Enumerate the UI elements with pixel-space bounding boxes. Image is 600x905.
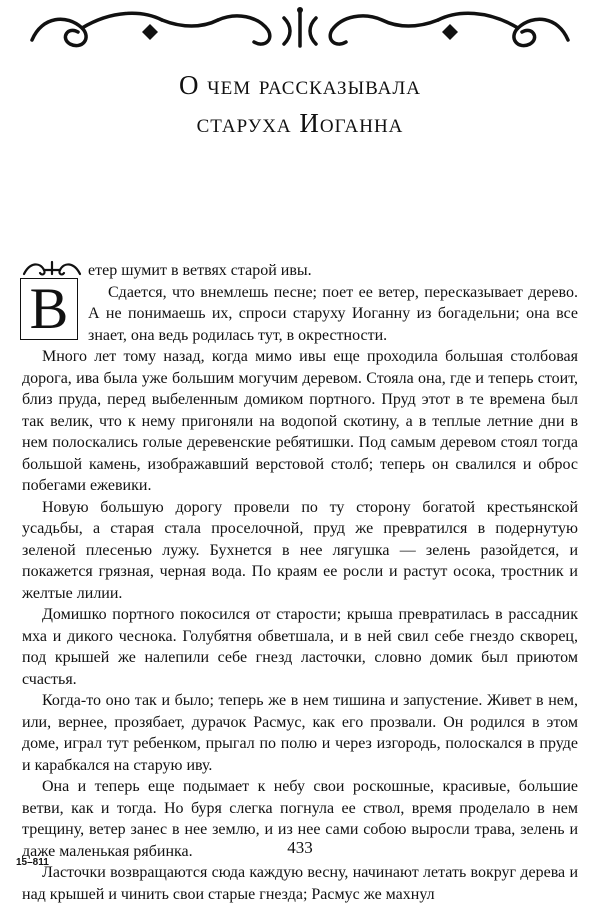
header-ornament xyxy=(22,6,578,52)
story-text xyxy=(22,260,578,905)
drop-cap-letter: В xyxy=(29,276,69,341)
paragraph-4: Домишко портного покосился от старости; крыша превратилась в рассадник мха и дикого чеснока. Голубятня обветшала, и в ней свил себе гнездо скворец, под крышей же налепили себе гнезд ласточки, словно домик был приютом счастья. xyxy=(22,606,578,688)
paragraph-7: Ласточки возвращаются сюда каждую весну, начинают летать вокруг дерева и над крышей и чинить свои старые гнезда; Расмус же махнул xyxy=(22,864,578,903)
title-line-2: старуха Иоганна xyxy=(196,108,404,138)
paragraph-5: Когда-то оно так и было; теперь же в нем тишина и запустение. Живет в нем, или, вернее, прозябает, дурачок Расмус, как его прозвали. Он родился в этом доме, играл тут ребенком, прыгал по полю и через изгородь, полоскался в пруде и карабкался на старую иву. xyxy=(22,692,578,774)
story-title xyxy=(0,66,600,142)
paragraph-2: Много лет тому назад, когда мимо ивы еще проходила большая столбовая дорога, ива была уже большим могучим деревом. Стояла она, где и теперь стоит, близ пруда, перед выбеленным домиком портного. Пруд этот в те времена был так велик, что к нему пригоняли на водопой скотину, а в теплые летние дни в нем полоскались голые деревенские ребятишки. Под самым деревом стоял тогда большой камень, изображавший верстовой столб; теперь он свалился и оброс побегами ежевики. xyxy=(22,348,578,494)
paragraph-first-line: етер шумит в ветвях старой ивы. xyxy=(88,262,312,279)
paragraph-1: Сдается, что внемлешь песне; поет ее ветер, пересказывает дерево. А не понимаешь их, спроси старуху Иоганну из богадельни; она все знает, она ведь родилась тут, в окрестности. xyxy=(88,283,578,344)
page-number: 433 xyxy=(287,838,313,857)
paragraph-3: Новую большую дорогу провели по ту сторону богатой крестьянской усадьбы, а старая стала проселочной, пруд же превратился в подернутую зеленой плесенью лужу. Бухнется в нее лягушка — зелень разойдется, и покажется грязная, черная вода. По краям ее росли и растут осока, тростник и желтые лилии. xyxy=(22,498,578,602)
paragraph-6: Она и теперь еще подымает к небу свои роскошные, красивые, большие ветви, как и тогда. Но буря слегка погнула ее ствол, время проделало в нем трещину, ветер занес в нее землю, и из нее сами собою выросли трава, зелень и даже маленькая рябинка. xyxy=(22,778,578,860)
drop-cap-frame xyxy=(20,278,78,340)
printer-signature: 15–811 xyxy=(16,857,49,868)
title-line-1: О чем рассказывала xyxy=(179,70,421,100)
drop-cap xyxy=(20,260,82,341)
